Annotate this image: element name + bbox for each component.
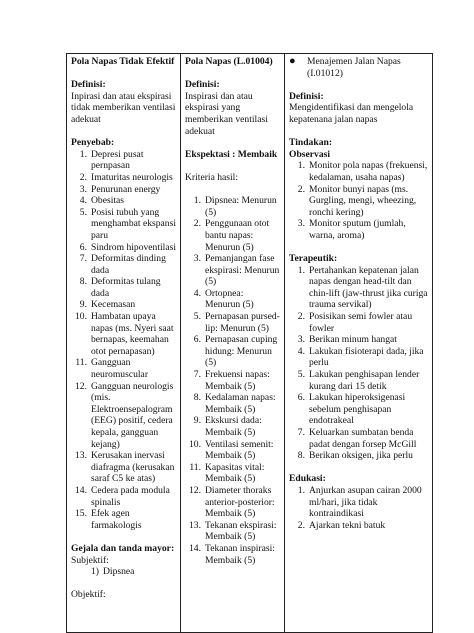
list-item-number: 7. bbox=[297, 427, 305, 438]
list-item-text: Anjurkan asupan cairan 2000 ml/hari, jika tidak kontraindikasi bbox=[309, 484, 422, 520]
list-item-number: 9. bbox=[193, 415, 201, 427]
terapeutik-list bbox=[289, 265, 428, 462]
list-item-number: 12. bbox=[189, 484, 201, 496]
list-item-text: Lakukan hiperoksigenasi sebelum penghisapan endotrakeal bbox=[309, 392, 406, 427]
intervention-definisi-label: Definisi: bbox=[289, 90, 324, 102]
objektif-label: Objektif: bbox=[71, 589, 106, 601]
list-item-number: 1) bbox=[91, 566, 99, 578]
intervention-title: Menajemen Jalan Napas (I.01012) bbox=[307, 56, 401, 79]
subjektif-list bbox=[71, 566, 176, 578]
intervention-cell bbox=[285, 54, 433, 633]
observasi-label: Observasi bbox=[289, 148, 331, 160]
list-item-text: Ortopnea: Menurun (5) bbox=[205, 287, 254, 311]
list-item bbox=[71, 485, 176, 508]
list-item bbox=[185, 288, 280, 311]
list-item-text: Pemanjangan fase ekspirasi: Menurun (5) bbox=[205, 253, 280, 288]
list-item bbox=[185, 485, 280, 520]
list-item bbox=[289, 265, 428, 311]
list-item-number: 7. bbox=[193, 369, 201, 381]
list-item-text: Depresi pusat pernpasan bbox=[91, 148, 144, 172]
list-item bbox=[71, 207, 176, 242]
list-item bbox=[289, 450, 428, 462]
list-item-text: Monitor pola napas (frekuensi, kedalaman, usaha napas) bbox=[309, 160, 428, 183]
list-item-number: 6. bbox=[297, 392, 305, 404]
list-item-text: Pernapasan cuping hidung: Menurun (5) bbox=[205, 334, 278, 369]
list-item-text: Obesitas bbox=[91, 195, 125, 207]
intervention-definisi-text: Mengidentifikasi dan mengelola kepatenana jalan napas bbox=[289, 102, 414, 125]
list-item-number: 13. bbox=[189, 519, 201, 531]
edukasi-list bbox=[289, 485, 428, 531]
list-item bbox=[185, 311, 280, 334]
list-item bbox=[71, 195, 176, 207]
diagnosis-definisi-text: Inpirasi dan atau ekspirasi tidak memberikan ventilasi adekuat bbox=[71, 90, 176, 125]
table-row bbox=[67, 54, 433, 633]
list-item-number: 10. bbox=[75, 311, 87, 323]
list-item-text: Hambatan upaya napas (ms. Nyeri saat bernapas, keemahan otot pernapasan) bbox=[91, 311, 174, 357]
outcome-definisi-text: Inspirasi dan atau ekspirasi yang memberikan ventilasi adekuat bbox=[185, 90, 268, 137]
list-item bbox=[71, 381, 176, 451]
list-item-text: Tekanan inspirasi: Membaik (5) bbox=[205, 542, 275, 566]
list-item bbox=[185, 543, 280, 566]
list-item bbox=[83, 566, 176, 578]
list-item bbox=[289, 334, 428, 346]
list-item bbox=[71, 276, 176, 299]
list-item bbox=[185, 415, 280, 438]
list-item-text: Kerusakan inervasi diafragma (kerusakan saraf C5 ke atas) bbox=[91, 450, 175, 485]
list-item-number: 1. bbox=[193, 195, 201, 207]
list-item bbox=[185, 369, 280, 392]
list-item bbox=[289, 427, 428, 450]
list-item bbox=[71, 299, 176, 311]
list-item-text: Lakukan penghisapan lender kurang dari 15 detik bbox=[309, 369, 420, 392]
list-item-number: 8. bbox=[79, 276, 87, 288]
list-item bbox=[71, 311, 176, 357]
list-item bbox=[71, 149, 176, 172]
list-item-number: 14. bbox=[75, 484, 87, 496]
list-item bbox=[185, 253, 280, 288]
list-item bbox=[289, 485, 428, 520]
outcome-definisi-label: Definisi: bbox=[185, 79, 220, 91]
tindakan-label: Tindakan: bbox=[289, 137, 333, 149]
list-item-text: Posisi tubuh yang menghambat ekspansi paru bbox=[91, 206, 176, 241]
list-item-text: Penggunaan otot bantu napas: Menurun (5) bbox=[205, 218, 270, 253]
list-item-number: 2. bbox=[193, 218, 201, 230]
list-item-text: Berikan minum hangat bbox=[309, 334, 397, 346]
list-item-number: 3. bbox=[297, 218, 305, 230]
list-item-text: Gangguan neurologis (mis. Elektroensepalogram (EEG) positif, cedera kepala, gangguan kejang) bbox=[91, 380, 174, 450]
list-item bbox=[289, 369, 428, 392]
list-item-text: Lakukan fisioterapi dada, jika perlu bbox=[309, 345, 424, 369]
list-item-number: 5. bbox=[79, 206, 87, 218]
list-item-text: Posisikan semi fowler atau fowler bbox=[309, 311, 413, 334]
list-item bbox=[185, 520, 280, 543]
list-item-number: 11. bbox=[189, 461, 201, 473]
list-item bbox=[289, 160, 428, 183]
list-item bbox=[289, 218, 428, 241]
list-item bbox=[289, 311, 428, 334]
list-item-number: 11. bbox=[75, 357, 87, 369]
list-item bbox=[185, 195, 280, 218]
penyebab-label: Penyebab: bbox=[71, 137, 115, 149]
list-item-text: Cedera pada modula spinalis bbox=[91, 484, 170, 508]
list-item-text: Diameter thoraks anterior-posterior: Membaik (5) bbox=[205, 484, 275, 520]
list-item bbox=[289, 392, 428, 427]
list-item bbox=[289, 520, 428, 532]
list-item-text: Monitor bunyi napas (ms. Gurgling, mengi, wheezing, ronchi kering) bbox=[309, 183, 417, 218]
list-item-number: 7. bbox=[79, 253, 87, 265]
list-item-number: 4. bbox=[79, 195, 87, 207]
list-item-number: 1. bbox=[297, 484, 305, 496]
list-item-number: 9. bbox=[79, 299, 87, 311]
list-item-text: Keluarkan sumbatan benda padat dengan forsep McGill bbox=[309, 427, 417, 450]
list-item-number: 6. bbox=[193, 334, 201, 346]
subjektif-label: Subjektif: bbox=[71, 554, 109, 566]
diagnosis-title: Pola Napas Tidak Efektif bbox=[71, 56, 175, 67]
list-item bbox=[289, 346, 428, 369]
list-item-text: Penurunan energy bbox=[91, 183, 161, 195]
list-item-text: Dipsnea: Menurun (5) bbox=[205, 195, 277, 218]
list-item-text: Dipsnea bbox=[103, 566, 135, 578]
outcome-cell bbox=[181, 54, 285, 633]
list-item-text: Kapasitas vital: Membaik (5) bbox=[205, 461, 265, 485]
bullet-icon: ● bbox=[289, 55, 296, 67]
list-item-number: 14. bbox=[189, 542, 201, 554]
list-item-number: 13. bbox=[75, 450, 87, 462]
penyebab-list bbox=[71, 149, 176, 532]
terapeutik-label: Terapeutik: bbox=[289, 253, 338, 265]
list-item-number: 8. bbox=[193, 392, 201, 404]
list-item bbox=[185, 334, 280, 369]
list-item-number: 1. bbox=[79, 148, 87, 160]
list-item-text: Ajarkan tekni batuk bbox=[309, 519, 386, 531]
list-item-number: 3. bbox=[297, 334, 305, 346]
list-item bbox=[71, 253, 176, 276]
list-item-text: Ventilasi semenit: Membaik (5) bbox=[205, 438, 274, 462]
list-item bbox=[71, 450, 176, 485]
list-item-number: 12. bbox=[75, 380, 87, 392]
list-item-number: 4. bbox=[193, 287, 201, 299]
list-item-number: 5. bbox=[193, 311, 201, 323]
edukasi-label: Edukasi: bbox=[289, 473, 326, 485]
list-item-number: 3. bbox=[79, 183, 87, 195]
list-item-number: 8. bbox=[297, 450, 305, 462]
observasi-list bbox=[289, 160, 428, 241]
list-item-number: 4. bbox=[297, 345, 305, 357]
list-item-number: 2. bbox=[297, 183, 305, 195]
diagnosis-cell bbox=[67, 54, 181, 633]
outcome-title: Pola Napas (L.01004) bbox=[185, 56, 273, 67]
list-item-text: Berikan oksigen, jika perlu bbox=[309, 450, 413, 462]
kriteria-label: Kriteria hasil: bbox=[185, 171, 239, 183]
list-item-number: 15. bbox=[75, 508, 87, 520]
list-item-text: Deformitas tulang dada bbox=[91, 276, 161, 299]
list-item-number: 2. bbox=[297, 311, 305, 323]
list-item bbox=[185, 218, 280, 253]
list-item bbox=[71, 357, 176, 380]
list-item bbox=[71, 508, 176, 531]
list-item-number: 10. bbox=[189, 438, 201, 450]
ekspektasi-label: Ekspektasi : Membaik bbox=[185, 148, 278, 160]
list-item-text: Kedalaman napas: Membaik (5) bbox=[205, 392, 276, 415]
list-item-text: Efek agen farmakologis bbox=[91, 508, 142, 531]
list-item-text: Sindrom hipoventilasi bbox=[91, 241, 177, 253]
list-item bbox=[185, 462, 280, 485]
list-item-number: 2. bbox=[79, 171, 87, 183]
list-item-text: Ekskursi dada: Membaik (5) bbox=[205, 415, 262, 438]
list-item-text: Pertahankan kepatenan jalan napas dengan head-tilt dan chin-lift (jaw-thrust jika curiga trauma servikal) bbox=[309, 264, 428, 311]
list-item bbox=[71, 172, 176, 184]
list-item-text: Frekuensi napas: Membaik (5) bbox=[205, 369, 270, 392]
list-item-number: 6. bbox=[79, 241, 87, 253]
list-item bbox=[185, 392, 280, 415]
diagnosis-definisi-label: Definisi: bbox=[71, 79, 106, 91]
list-item-text: Tekanan ekspirasi: Membaik (5) bbox=[205, 519, 277, 543]
list-item-text: Gangguan neuromuscular bbox=[91, 357, 149, 381]
list-item-number: 3. bbox=[193, 253, 201, 265]
list-item-number: 5. bbox=[297, 369, 305, 381]
list-item bbox=[289, 184, 428, 219]
list-item-text: Imaturitas neurologis bbox=[91, 171, 173, 183]
list-item-number: 1. bbox=[297, 264, 305, 276]
list-item-number: 1. bbox=[297, 160, 305, 172]
list-item-number: 2. bbox=[297, 519, 305, 531]
kriteria-list bbox=[185, 195, 280, 566]
list-item-text: Pernapasan pursed-lip: Menurun (5) bbox=[205, 311, 280, 334]
list-item-text: Deformitas dinding dada bbox=[91, 253, 166, 276]
nursing-care-table bbox=[66, 53, 433, 633]
list-item bbox=[71, 184, 176, 196]
list-item-text: Monitor sputum (jumlah, warna, aroma) bbox=[309, 218, 406, 241]
gejala-label: Gejala dan tanda mayor: bbox=[71, 542, 175, 554]
list-item bbox=[71, 242, 176, 254]
list-item bbox=[185, 439, 280, 462]
list-item-text: Kecemasan bbox=[91, 299, 136, 311]
